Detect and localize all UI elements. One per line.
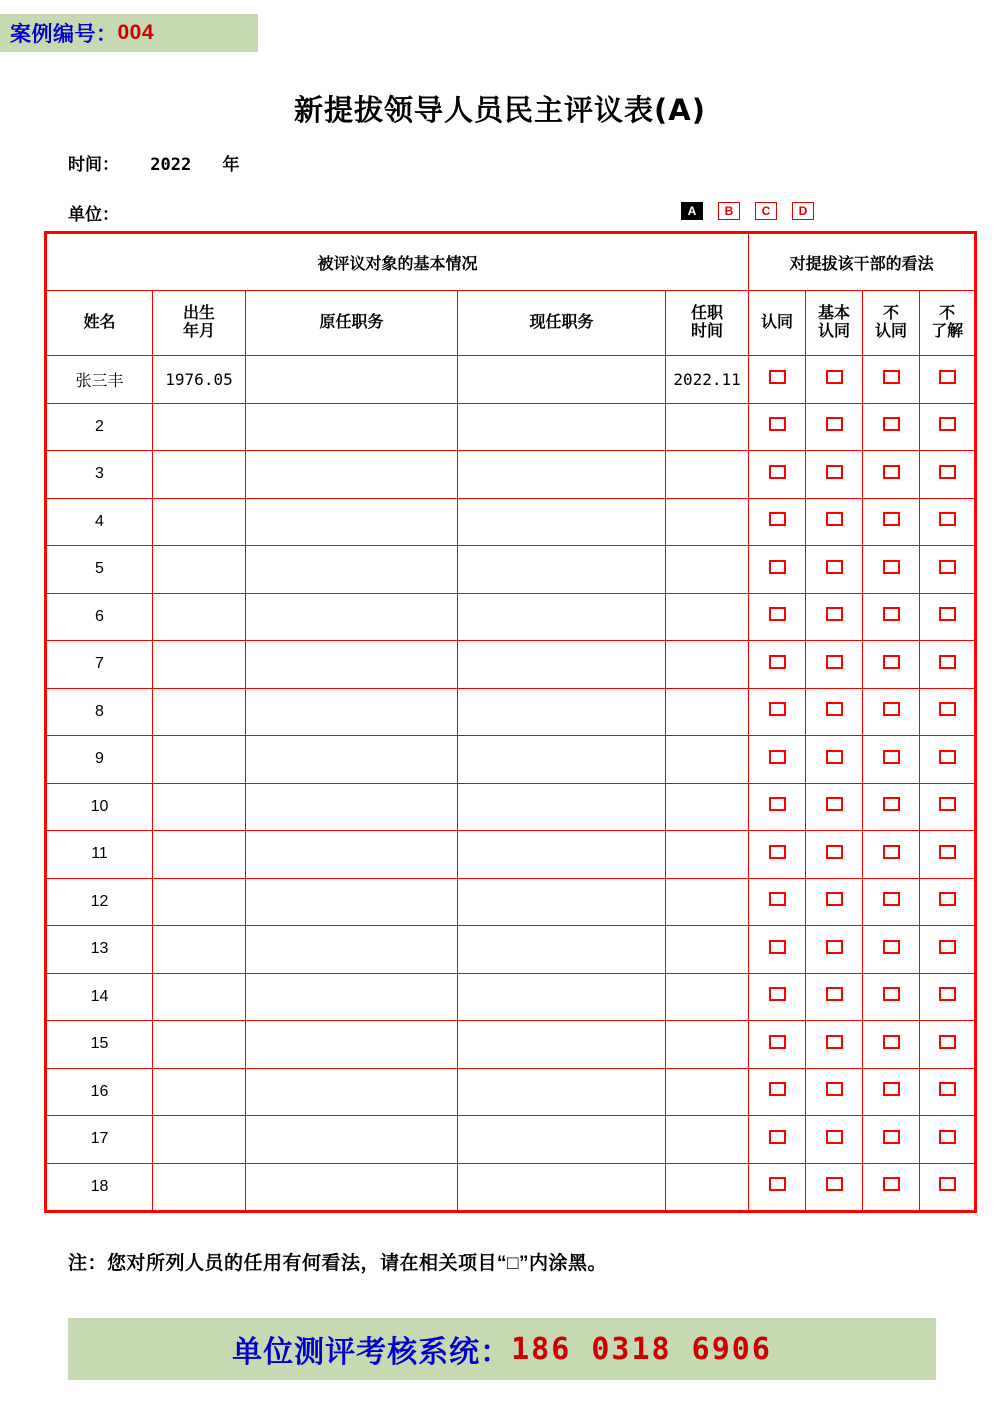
cell-name[interactable]: 18 — [46, 1163, 153, 1212]
checkbox-unknown-icon[interactable] — [939, 655, 956, 669]
legend-chip-d[interactable]: D — [792, 202, 814, 220]
cell-birth[interactable] — [153, 498, 246, 546]
cell-checkbox-agree[interactable] — [749, 641, 806, 689]
checkbox-unknown-icon[interactable] — [939, 512, 956, 526]
legend-chip-c[interactable]: C — [755, 202, 777, 220]
checkbox-basic-agree-icon[interactable] — [826, 702, 843, 716]
cell-checkbox-basic-agree[interactable] — [806, 1163, 863, 1212]
cell-birth[interactable] — [153, 1068, 246, 1116]
cell-checkbox-disagree[interactable] — [863, 1163, 920, 1212]
table-row — [46, 451, 976, 499]
evaluation-table — [44, 231, 977, 1213]
table-row — [46, 1021, 976, 1069]
checkbox-basic-agree-icon[interactable] — [826, 560, 843, 574]
checkbox-basic-agree-icon[interactable] — [826, 892, 843, 906]
cell-current-post[interactable] — [458, 736, 666, 784]
cell-birth[interactable] — [153, 641, 246, 689]
checkbox-basic-agree-icon[interactable] — [826, 940, 843, 954]
cell-name[interactable]: 13 — [46, 926, 153, 974]
table-row — [46, 926, 976, 974]
time-unit: 年 — [222, 155, 240, 174]
column-header-tenure-line2: 时间 — [691, 323, 724, 340]
table-row — [46, 1163, 976, 1212]
cell-checkbox-disagree[interactable] — [863, 783, 920, 831]
checkbox-agree-icon[interactable] — [769, 1177, 786, 1191]
cell-name[interactable]: 17 — [46, 1116, 153, 1164]
checkbox-disagree-icon[interactable] — [883, 655, 900, 669]
cell-name[interactable]: 11 — [46, 831, 153, 879]
checkbox-basic-agree-icon[interactable] — [826, 655, 843, 669]
checkbox-unknown-icon[interactable] — [939, 1082, 956, 1096]
page-title: 新提拔领导人员民主评议表(A) — [294, 93, 706, 127]
column-header-birth-line2: 年月 — [182, 323, 215, 340]
cell-tenure[interactable] — [666, 546, 749, 594]
cell-current-post[interactable] — [458, 783, 666, 831]
cell-checkbox-basic-agree[interactable] — [806, 831, 863, 879]
cell-current-post[interactable] — [458, 1163, 666, 1212]
cell-name[interactable]: 14 — [46, 973, 153, 1021]
column-header-agree: 认同 — [749, 291, 806, 356]
cell-checkbox-agree[interactable] — [749, 878, 806, 926]
cell-checkbox-disagree[interactable] — [863, 498, 920, 546]
cell-checkbox-disagree[interactable] — [863, 878, 920, 926]
cell-tenure[interactable] — [666, 1116, 749, 1164]
table-row — [46, 403, 976, 451]
checkbox-basic-agree-icon[interactable] — [826, 1177, 843, 1191]
cell-checkbox-disagree[interactable] — [863, 831, 920, 879]
cell-former-post[interactable] — [246, 736, 458, 784]
cell-checkbox-disagree[interactable] — [863, 641, 920, 689]
column-header-former-post: 原任职务 — [246, 291, 458, 356]
cell-tenure[interactable] — [666, 878, 749, 926]
cell-checkbox-basic-agree[interactable] — [806, 1021, 863, 1069]
cell-checkbox-basic-agree[interactable] — [806, 783, 863, 831]
cell-checkbox-unknown[interactable] — [920, 783, 976, 831]
cell-tenure[interactable] — [666, 593, 749, 641]
checkbox-unknown-icon[interactable] — [939, 987, 956, 1001]
cell-checkbox-unknown[interactable] — [920, 878, 976, 926]
cell-checkbox-disagree[interactable] — [863, 403, 920, 451]
cell-checkbox-agree[interactable] — [749, 1116, 806, 1164]
cell-tenure[interactable] — [666, 451, 749, 499]
cell-former-post[interactable] — [246, 1163, 458, 1212]
cell-birth[interactable] — [153, 1163, 246, 1212]
column-header-name: 姓名 — [46, 291, 153, 356]
unit-label: 单位： — [68, 205, 119, 224]
column-header-unknown-line2: 了解 — [931, 323, 964, 340]
cell-checkbox-unknown[interactable] — [920, 688, 976, 736]
cell-former-post[interactable] — [246, 1021, 458, 1069]
column-header-disagree — [863, 291, 920, 356]
cell-former-post[interactable] — [246, 688, 458, 736]
cell-checkbox-agree[interactable] — [749, 688, 806, 736]
cell-checkbox-unknown[interactable] — [920, 1068, 976, 1116]
legend-chip-b[interactable]: B — [718, 202, 740, 220]
cell-name[interactable]: 8 — [46, 688, 153, 736]
cell-checkbox-basic-agree[interactable] — [806, 1068, 863, 1116]
cell-checkbox-agree[interactable] — [749, 1163, 806, 1212]
checkbox-unknown-icon[interactable] — [939, 750, 956, 764]
cell-checkbox-agree[interactable] — [749, 926, 806, 974]
cell-checkbox-basic-agree[interactable] — [806, 403, 863, 451]
cell-checkbox-unknown[interactable] — [920, 831, 976, 879]
time-value: 2022 — [150, 155, 192, 175]
cell-former-post[interactable] — [246, 546, 458, 594]
cell-former-post[interactable] — [246, 973, 458, 1021]
form-variant-legend — [681, 202, 814, 220]
case-number-label: 案例编号： — [10, 23, 118, 46]
checkbox-agree-icon[interactable] — [769, 940, 786, 954]
checkbox-agree-icon[interactable] — [769, 1130, 786, 1144]
cell-former-post[interactable] — [246, 403, 458, 451]
column-header-tenure-line1: 任职 — [691, 304, 724, 322]
checkbox-agree-icon[interactable] — [769, 750, 786, 764]
checkbox-agree-icon[interactable] — [769, 987, 786, 1001]
checkbox-basic-agree-icon[interactable] — [826, 465, 843, 479]
time-label: 时间： — [68, 155, 119, 174]
cell-current-post[interactable] — [458, 1068, 666, 1116]
cell-checkbox-agree[interactable] — [749, 736, 806, 784]
checkbox-unknown-icon[interactable] — [939, 607, 956, 621]
footer-system-label: 单位测评考核系统： — [232, 1336, 512, 1369]
cell-birth[interactable] — [153, 403, 246, 451]
checkbox-agree-icon[interactable] — [769, 892, 786, 906]
cell-name[interactable]: 2 — [46, 403, 153, 451]
cell-checkbox-unknown[interactable] — [920, 973, 976, 1021]
evaluation-table-wrapper — [44, 231, 974, 1213]
cell-checkbox-unknown[interactable] — [920, 641, 976, 689]
table-row — [46, 1116, 976, 1164]
cell-checkbox-disagree[interactable] — [863, 593, 920, 641]
cell-tenure[interactable] — [666, 498, 749, 546]
checkbox-basic-agree-icon[interactable] — [826, 607, 843, 621]
cell-tenure[interactable] — [666, 1068, 749, 1116]
cell-current-post[interactable] — [458, 878, 666, 926]
cell-birth[interactable] — [153, 593, 246, 641]
cell-checkbox-agree[interactable] — [749, 593, 806, 641]
checkbox-agree-icon[interactable] — [769, 1035, 786, 1049]
cell-birth[interactable] — [153, 736, 246, 784]
cell-birth[interactable] — [153, 831, 246, 879]
checkbox-unknown-icon[interactable] — [939, 1177, 956, 1191]
cell-checkbox-disagree[interactable] — [863, 973, 920, 1021]
cell-checkbox-unknown[interactable] — [920, 451, 976, 499]
cell-name[interactable]: 9 — [46, 736, 153, 784]
checkbox-agree-icon[interactable] — [769, 845, 786, 859]
checkbox-disagree-icon[interactable] — [883, 417, 900, 431]
cell-checkbox-unknown[interactable] — [920, 356, 976, 404]
cell-current-post[interactable] — [458, 641, 666, 689]
cell-checkbox-disagree[interactable] — [863, 1068, 920, 1116]
cell-tenure[interactable] — [666, 688, 749, 736]
column-header-basic-agree-line1: 基本 — [818, 304, 851, 322]
cell-checkbox-disagree[interactable] — [863, 356, 920, 404]
checkbox-disagree-icon[interactable] — [883, 465, 900, 479]
cell-birth[interactable] — [153, 973, 246, 1021]
group-header-basic-info: 被评议对象的基本情况 — [46, 233, 749, 291]
cell-birth[interactable] — [153, 1116, 246, 1164]
cell-current-post[interactable] — [458, 831, 666, 879]
cell-birth[interactable] — [153, 688, 246, 736]
cell-tenure[interactable]: 2022.11 — [666, 356, 749, 404]
checkbox-agree-icon[interactable] — [769, 560, 786, 574]
cell-checkbox-disagree[interactable] — [863, 736, 920, 784]
cell-birth[interactable] — [153, 878, 246, 926]
cell-checkbox-agree[interactable] — [749, 403, 806, 451]
cell-former-post[interactable] — [246, 1068, 458, 1116]
cell-checkbox-basic-agree[interactable] — [806, 973, 863, 1021]
checkbox-basic-agree-icon[interactable] — [826, 1130, 843, 1144]
cell-tenure[interactable] — [666, 403, 749, 451]
cell-checkbox-basic-agree[interactable] — [806, 593, 863, 641]
cell-tenure[interactable] — [666, 831, 749, 879]
checkbox-disagree-icon[interactable] — [883, 940, 900, 954]
cell-current-post[interactable] — [458, 403, 666, 451]
checkbox-unknown-icon[interactable] — [939, 417, 956, 431]
cell-checkbox-agree[interactable] — [749, 498, 806, 546]
cell-former-post[interactable] — [246, 926, 458, 974]
checkbox-unknown-icon[interactable] — [939, 465, 956, 479]
cell-checkbox-agree[interactable] — [749, 783, 806, 831]
cell-former-post[interactable] — [246, 831, 458, 879]
footer-phone-number: 186 0318 6906 — [511, 1331, 772, 1367]
cell-current-post[interactable] — [458, 973, 666, 1021]
checkbox-unknown-icon[interactable] — [939, 560, 956, 574]
cell-checkbox-unknown[interactable] — [920, 1021, 976, 1069]
cell-former-post[interactable] — [246, 878, 458, 926]
cell-checkbox-agree[interactable] — [749, 356, 806, 404]
cell-checkbox-agree[interactable] — [749, 546, 806, 594]
column-header-disagree-line1: 不 — [883, 304, 900, 322]
checkbox-basic-agree-icon[interactable] — [826, 987, 843, 1001]
column-header-birth-line1: 出生 — [182, 304, 215, 322]
cell-name[interactable]: 6 — [46, 593, 153, 641]
cell-checkbox-agree[interactable] — [749, 1021, 806, 1069]
cell-checkbox-disagree[interactable] — [863, 1021, 920, 1069]
cell-tenure[interactable] — [666, 973, 749, 1021]
cell-checkbox-disagree[interactable] — [863, 688, 920, 736]
checkbox-unknown-icon[interactable] — [939, 370, 956, 384]
checkbox-agree-icon[interactable] — [769, 607, 786, 621]
cell-checkbox-basic-agree[interactable] — [806, 1116, 863, 1164]
table-row — [46, 878, 976, 926]
cell-tenure[interactable] — [666, 926, 749, 974]
checkbox-basic-agree-icon[interactable] — [826, 370, 843, 384]
table-row — [46, 831, 976, 879]
cell-checkbox-disagree[interactable] — [863, 926, 920, 974]
column-header-current-post: 现任职务 — [458, 291, 666, 356]
cell-checkbox-unknown[interactable] — [920, 1116, 976, 1164]
cell-checkbox-basic-agree[interactable] — [806, 736, 863, 784]
checkbox-disagree-icon[interactable] — [883, 845, 900, 859]
cell-checkbox-unknown[interactable] — [920, 498, 976, 546]
checkbox-basic-agree-icon[interactable] — [826, 512, 843, 526]
checkbox-agree-icon[interactable] — [769, 797, 786, 811]
checkbox-disagree-icon[interactable] — [883, 1035, 900, 1049]
legend-chip-a[interactable]: A — [681, 202, 703, 220]
cell-name[interactable]: 15 — [46, 1021, 153, 1069]
checkbox-agree-icon[interactable] — [769, 465, 786, 479]
cell-current-post[interactable] — [458, 356, 666, 404]
cell-former-post[interactable] — [246, 593, 458, 641]
cell-checkbox-disagree[interactable] — [863, 546, 920, 594]
table-row — [46, 688, 976, 736]
cell-checkbox-agree[interactable] — [749, 831, 806, 879]
cell-name[interactable]: 16 — [46, 1068, 153, 1116]
cell-birth[interactable] — [153, 926, 246, 974]
checkbox-basic-agree-icon[interactable] — [826, 845, 843, 859]
cell-former-post[interactable] — [246, 356, 458, 404]
case-number-value: 004 — [117, 21, 155, 44]
table-group-header-row — [46, 233, 976, 291]
cell-checkbox-agree[interactable] — [749, 451, 806, 499]
cell-checkbox-unknown[interactable] — [920, 546, 976, 594]
table-row — [46, 641, 976, 689]
column-header-basic-agree — [806, 291, 863, 356]
table-row — [46, 593, 976, 641]
cell-current-post[interactable] — [458, 498, 666, 546]
checkbox-disagree-icon[interactable] — [883, 1082, 900, 1096]
checkbox-disagree-icon[interactable] — [883, 560, 900, 574]
cell-checkbox-basic-agree[interactable] — [806, 878, 863, 926]
cell-current-post[interactable] — [458, 1116, 666, 1164]
checkbox-agree-icon[interactable] — [769, 655, 786, 669]
cell-checkbox-basic-agree[interactable] — [806, 688, 863, 736]
cell-birth[interactable]: 1976.05 — [153, 356, 246, 404]
checkbox-disagree-icon[interactable] — [883, 702, 900, 716]
cell-current-post[interactable] — [458, 546, 666, 594]
time-field — [68, 150, 239, 175]
unit-field — [68, 200, 119, 225]
checkbox-unknown-icon[interactable] — [939, 892, 956, 906]
table-column-header-row — [46, 291, 976, 356]
cell-birth[interactable] — [153, 1021, 246, 1069]
cell-checkbox-unknown[interactable] — [920, 736, 976, 784]
checkbox-unknown-icon[interactable] — [939, 1035, 956, 1049]
column-header-unknown — [920, 291, 976, 356]
checkbox-basic-agree-icon[interactable] — [826, 1035, 843, 1049]
cell-tenure[interactable] — [666, 1163, 749, 1212]
cell-former-post[interactable] — [246, 641, 458, 689]
table-row — [46, 973, 976, 1021]
checkbox-basic-agree-icon[interactable] — [826, 750, 843, 764]
checkbox-agree-icon[interactable] — [769, 702, 786, 716]
footer-banner — [68, 1318, 936, 1380]
checkbox-disagree-icon[interactable] — [883, 512, 900, 526]
cell-checkbox-basic-agree[interactable] — [806, 546, 863, 594]
checkbox-unknown-icon[interactable] — [939, 702, 956, 716]
cell-checkbox-basic-agree[interactable] — [806, 641, 863, 689]
checkbox-disagree-icon[interactable] — [883, 607, 900, 621]
checkbox-disagree-icon[interactable] — [883, 1130, 900, 1144]
checkbox-disagree-icon[interactable] — [883, 370, 900, 384]
table-row — [46, 498, 976, 546]
column-header-birth — [153, 291, 246, 356]
cell-checkbox-disagree[interactable] — [863, 451, 920, 499]
cell-former-post[interactable] — [246, 1116, 458, 1164]
cell-name[interactable]: 张三丰 — [46, 356, 153, 404]
cell-current-post[interactable] — [458, 593, 666, 641]
cell-birth[interactable] — [153, 783, 246, 831]
cell-checkbox-unknown[interactable] — [920, 403, 976, 451]
cell-checkbox-agree[interactable] — [749, 973, 806, 1021]
cell-current-post[interactable] — [458, 451, 666, 499]
column-header-tenure — [666, 291, 749, 356]
table-row — [46, 546, 976, 594]
case-number-badge — [0, 14, 258, 52]
cell-current-post[interactable] — [458, 926, 666, 974]
table-row — [46, 736, 976, 784]
cell-checkbox-unknown[interactable] — [920, 593, 976, 641]
checkbox-disagree-icon[interactable] — [883, 1177, 900, 1191]
checkbox-unknown-icon[interactable] — [939, 845, 956, 859]
cell-name[interactable]: 5 — [46, 546, 153, 594]
table-row — [46, 356, 976, 404]
group-header-opinion: 对提拔该干部的看法 — [749, 233, 976, 291]
cell-former-post[interactable] — [246, 451, 458, 499]
checkbox-unknown-icon[interactable] — [939, 1130, 956, 1144]
cell-tenure[interactable] — [666, 736, 749, 784]
checkbox-disagree-icon[interactable] — [883, 750, 900, 764]
checkbox-agree-icon[interactable] — [769, 1082, 786, 1096]
cell-tenure[interactable] — [666, 1021, 749, 1069]
column-header-unknown-line1: 不 — [939, 304, 956, 322]
checkbox-basic-agree-icon[interactable] — [826, 1082, 843, 1096]
cell-birth[interactable] — [153, 546, 246, 594]
form-note: 注：您对所列人员的任用有何看法，请在相关项目“□”内涂黑。 — [68, 1253, 607, 1274]
checkbox-basic-agree-icon[interactable] — [826, 797, 843, 811]
column-header-disagree-line2: 认同 — [875, 323, 908, 340]
cell-former-post[interactable] — [246, 498, 458, 546]
cell-current-post[interactable] — [458, 1021, 666, 1069]
checkbox-basic-agree-icon[interactable] — [826, 417, 843, 431]
cell-name[interactable]: 4 — [46, 498, 153, 546]
cell-checkbox-disagree[interactable] — [863, 1116, 920, 1164]
evaluation-table-body — [46, 356, 976, 1212]
cell-checkbox-basic-agree[interactable] — [806, 926, 863, 974]
table-row — [46, 783, 976, 831]
cell-checkbox-basic-agree[interactable] — [806, 356, 863, 404]
cell-checkbox-unknown[interactable] — [920, 1163, 976, 1212]
checkbox-unknown-icon[interactable] — [939, 940, 956, 954]
column-header-basic-agree-line2: 认同 — [818, 323, 851, 340]
cell-birth[interactable] — [153, 451, 246, 499]
checkbox-unknown-icon[interactable] — [939, 797, 956, 811]
table-row — [46, 1068, 976, 1116]
checkbox-disagree-icon[interactable] — [883, 797, 900, 811]
checkbox-disagree-icon[interactable] — [883, 892, 900, 906]
cell-former-post[interactable] — [246, 783, 458, 831]
cell-checkbox-basic-agree[interactable] — [806, 451, 863, 499]
cell-name[interactable]: 3 — [46, 451, 153, 499]
checkbox-disagree-icon[interactable] — [883, 987, 900, 1001]
cell-checkbox-basic-agree[interactable] — [806, 498, 863, 546]
cell-checkbox-agree[interactable] — [749, 1068, 806, 1116]
cell-name[interactable]: 7 — [46, 641, 153, 689]
checkbox-agree-icon[interactable] — [769, 370, 786, 384]
cell-tenure[interactable] — [666, 783, 749, 831]
cell-name[interactable]: 12 — [46, 878, 153, 926]
checkbox-agree-icon[interactable] — [769, 417, 786, 431]
cell-current-post[interactable] — [458, 688, 666, 736]
checkbox-agree-icon[interactable] — [769, 512, 786, 526]
cell-tenure[interactable] — [666, 641, 749, 689]
cell-name[interactable]: 10 — [46, 783, 153, 831]
cell-checkbox-unknown[interactable] — [920, 926, 976, 974]
